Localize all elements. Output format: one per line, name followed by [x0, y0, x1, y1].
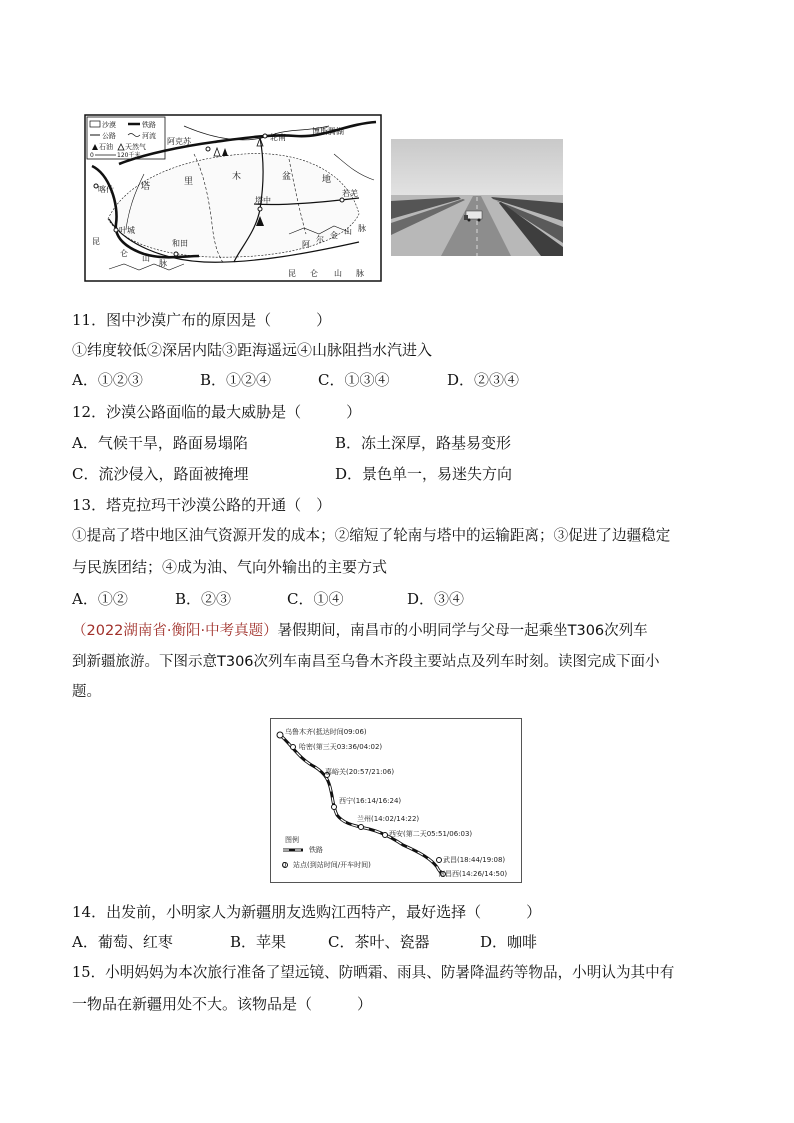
label-yecheng: 叶城 — [119, 226, 135, 235]
kunlun-char: 山 — [334, 269, 342, 278]
q11-statement: ①纬度较低②深居内陆③距海遥远④山脉阻挡水汽进入 — [72, 341, 433, 359]
q13-option-b[interactable]: B．②③ — [175, 590, 232, 608]
legend-railway-label: 铁路 — [142, 121, 156, 129]
intro-text-1: 暑假期间，南昌市的小明同学与父母一起乘坐T306次列车 — [277, 623, 648, 639]
q13-statement-line2: 与民族团结；④成为油、气向外输出的主要方式 — [72, 558, 388, 576]
legend-oil-label: 石油 — [99, 143, 113, 151]
altun-char: 金 — [330, 231, 338, 240]
legend-zero: 0 — [282, 861, 287, 869]
train-route-map — [270, 718, 522, 883]
station-urumqi: 乌鲁木齐(抵达时间09:06) — [285, 728, 367, 736]
station-xining: 西宁(16:14/16:24) — [339, 797, 402, 805]
kunlun-char: 脉 — [356, 269, 364, 278]
basin-char: 里 — [184, 177, 194, 187]
q13-option-c[interactable]: C．①④ — [287, 590, 344, 608]
label-kashgar: 喀什 — [98, 185, 114, 194]
kunlun-char: 昆 — [92, 237, 100, 246]
station-hami: 哈密(第三天03:36/04:02) — [299, 743, 383, 751]
basin-char: 盆 — [282, 172, 292, 182]
kunlun-char: 山 — [142, 254, 150, 263]
label-aksu: 阿克苏 — [167, 137, 191, 146]
legend-river-label: 河流 — [142, 132, 156, 140]
kunlun-char: 昆 — [288, 269, 296, 278]
q14-option-c[interactable]: C．茶叶、瓷器 — [328, 933, 430, 951]
source-tag: （2022湖南省·衡阳·中考真题） — [72, 623, 278, 639]
q13-option-a[interactable]: A．①② — [72, 590, 128, 608]
q15-stem-line2: 一物品在新疆用处不大。该物品是（ ） — [72, 995, 373, 1013]
label-bosten: 博斯腾湖 — [312, 127, 344, 136]
legend-title: 图例 — [285, 836, 299, 844]
legend-desert-label: 沙漠 — [102, 121, 116, 129]
station-jiayuguan: 嘉峪关(20:57/21:06) — [325, 768, 395, 776]
kunlun-char: 仑 — [310, 269, 318, 278]
kunlun-char: 仑 — [120, 249, 128, 258]
q12-option-c[interactable]: C．流沙侵入，路面被掩埋 — [72, 465, 249, 483]
label-hotan: 和田 — [172, 239, 188, 248]
q11-option-c[interactable]: C．①③④ — [318, 371, 390, 389]
scale-zero: 0 — [90, 152, 94, 159]
q11-option-d[interactable]: D．②③④ — [447, 371, 520, 389]
q13-statement-line1: ①提高了塔中地区油气资源开发的成本；②缩短了轮南与塔中的运输距离；③促进了边疆稳定 — [72, 527, 671, 544]
q14-option-d[interactable]: D．咖啡 — [480, 933, 538, 951]
q14-option-a[interactable]: A．葡萄、红枣 — [72, 933, 173, 951]
altun-char: 尔 — [316, 235, 324, 244]
station-wuchang: 武昌(18:44/19:08) — [443, 856, 506, 864]
label-tazhong: 塔中 — [255, 196, 271, 205]
scale-label: 120千米 — [117, 152, 141, 159]
q12-stem: 12．沙漠公路面临的最大威胁是（ ） — [72, 403, 362, 421]
q14-option-b[interactable]: B．苹果 — [230, 933, 287, 951]
legend-gas-label: 天然气 — [125, 143, 146, 151]
basin-char: 木 — [232, 172, 242, 182]
basin-char: 地 — [322, 175, 332, 185]
basin-char: 塔 — [141, 182, 151, 192]
q12-option-b[interactable]: B．冻土深厚，路基易变形 — [335, 434, 512, 452]
q12-option-d[interactable]: D．景色单一，易迷失方向 — [335, 465, 513, 483]
label-luntai: 轮南 — [270, 133, 286, 142]
intro-line1 — [72, 621, 648, 641]
q12-option-a[interactable]: A．气候干旱，路面易塌陷 — [72, 434, 248, 452]
intro-line2: 到新疆旅游。下图示意T306次列车南昌至乌鲁木齐段主要站点及列车时刻。读图完成下面小 — [72, 654, 660, 670]
tarim-basin-map — [84, 114, 382, 282]
station-xian: 西安(第二天05:51/06:03) — [389, 830, 473, 838]
kunlun-char: 脉 — [159, 259, 167, 268]
altun-char: 脉 — [358, 224, 366, 233]
q11-stem: 11．图中沙漠广布的原因是（ ） — [72, 311, 332, 329]
station-nanchangxi: 南昌西(14:26/14:50) — [438, 870, 508, 878]
q11-option-a[interactable]: A．①②③ — [72, 371, 143, 389]
label-ruoqiang: 若羌 — [342, 189, 358, 198]
intro-line3: 题。 — [72, 684, 101, 700]
altun-char: 阿 — [302, 240, 310, 249]
q13-stem: 13．塔克拉玛干沙漠公路的开通（ ） — [72, 496, 332, 514]
legend-station-label: 站点(到站时间/开车时间) — [293, 861, 371, 869]
q11-option-b[interactable]: B．①②④ — [200, 371, 272, 389]
legend-railway-label: 铁路 — [309, 846, 323, 854]
station-lanzhou: 兰州(14:02/14:22) — [357, 815, 420, 823]
desert-highway-photo — [391, 139, 563, 256]
altun-char: 山 — [344, 227, 352, 236]
legend-highway-label: 公路 — [102, 132, 116, 140]
q15-stem-line1: 15．小明妈妈为本次旅行准备了望远镜、防晒霜、雨具、防暑降温药等物品，小明认为其中有 — [72, 964, 675, 981]
q14-stem: 14．出发前，小明家人为新疆朋友选购江西特产，最好选择（ ） — [72, 903, 542, 921]
q13-option-d[interactable]: D．③④ — [407, 590, 465, 608]
